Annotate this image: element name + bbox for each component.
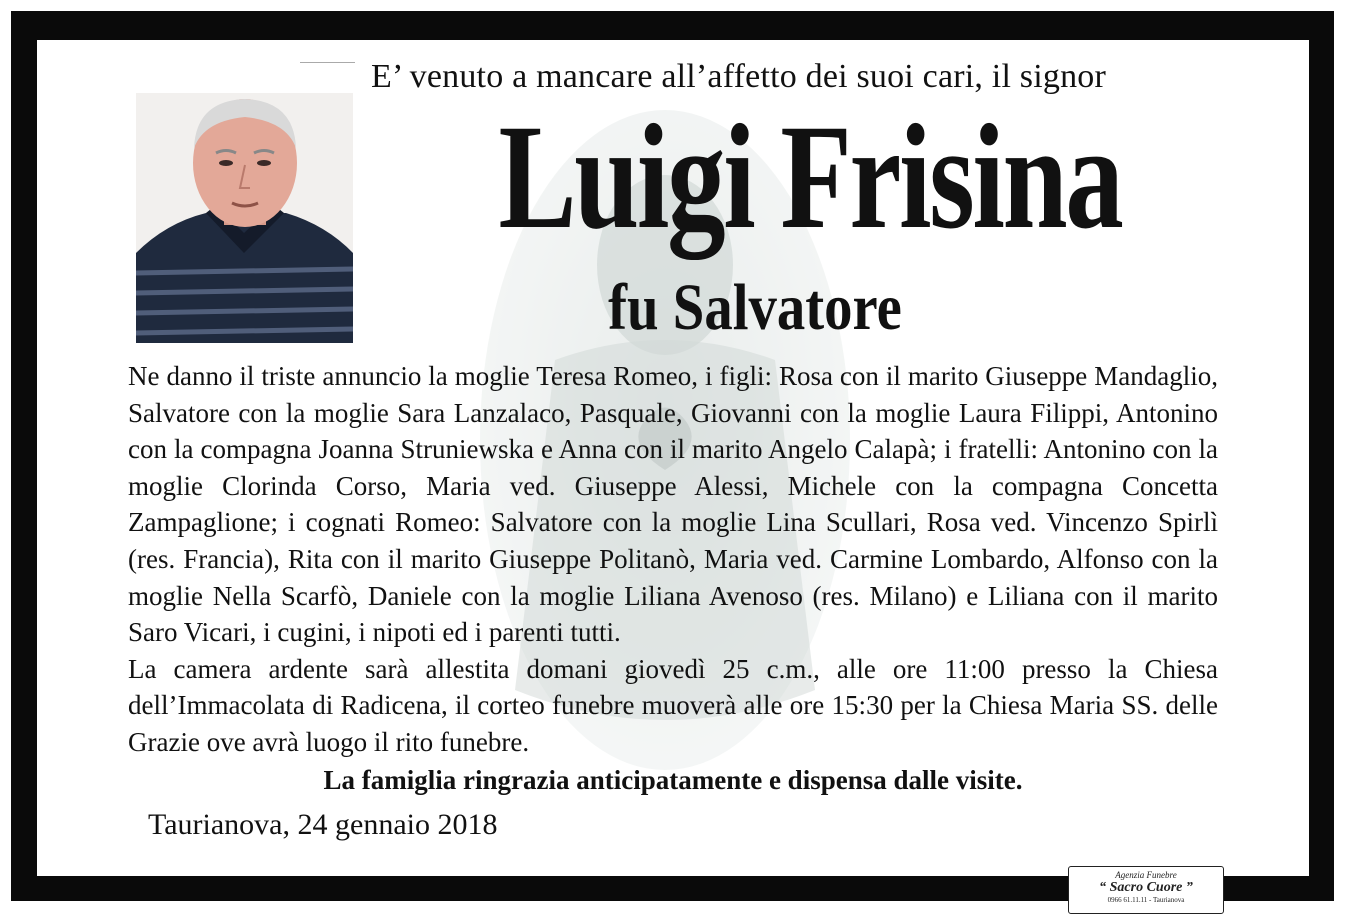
- notice-body: [128, 358, 1218, 761]
- agency-name: “ Sacro Cuore ”: [1099, 880, 1193, 895]
- photo-edge-line: [300, 62, 355, 63]
- funeral-paragraph: La camera ardente sarà allestita domani giovedì 25 c.m., alle ore 11:00 presso la Chiesa dell’Immacolata di Radicena, il corteo funebre muoverà alle ore 15:30 per la Chiesa Maria SS. delle Grazie ove avrà luogo il rito funebre.: [128, 653, 1218, 757]
- portrait-photo: [136, 93, 353, 343]
- agency-contact: 0966 61.11.11 - Taurianova: [1107, 896, 1185, 904]
- funeral-agency-stamp: [1068, 866, 1224, 914]
- thanks-line: La famiglia ringrazia anticipatamente e dispensa dalle visite.: [323, 765, 1023, 795]
- intro-line: E’ venuto a mancare all’affetto dei suoi cari, il signor: [371, 58, 1106, 95]
- family-paragraph: Ne danno il triste annuncio la moglie Teresa Romeo, i figli: Rosa con il marito Giuseppe Mandaglio, Salvatore con la moglie Sara Lanzalaco, Pasquale, Giovanni con la moglie Laura Filippi, Antonino con la compagna Joanna Struniewska e Anna con il marito Angelo Calapà; i fratelli: Antonino con la moglie Clorinda Corso, Maria ved. Giuseppe Alessi, Michele con la compagna Concetta Zampaglione; i cognati Romeo: Salvatore con la moglie Lina Scullari, Rosa ved. Vincenzo Spirlì (res. Francia), Rita con il marito Giuseppe Politanò, Maria ved. Carmine Lombardo, Alfonso con la moglie Nella Scarfò, Daniele con la moglie Liliana Avenoso (res. Milano) e Liliana con il marito Saro Vicari, i cugini, i nipoti ed i parenti tutti.: [128, 361, 1218, 648]
- patronymic: fu Salvatore: [608, 271, 902, 344]
- deceased-name: Luigi Frisina: [498, 94, 1122, 260]
- place-and-date: Taurianova, 24 gennaio 2018: [148, 808, 498, 841]
- agency-type: Agenzia Funebre: [1115, 870, 1177, 880]
